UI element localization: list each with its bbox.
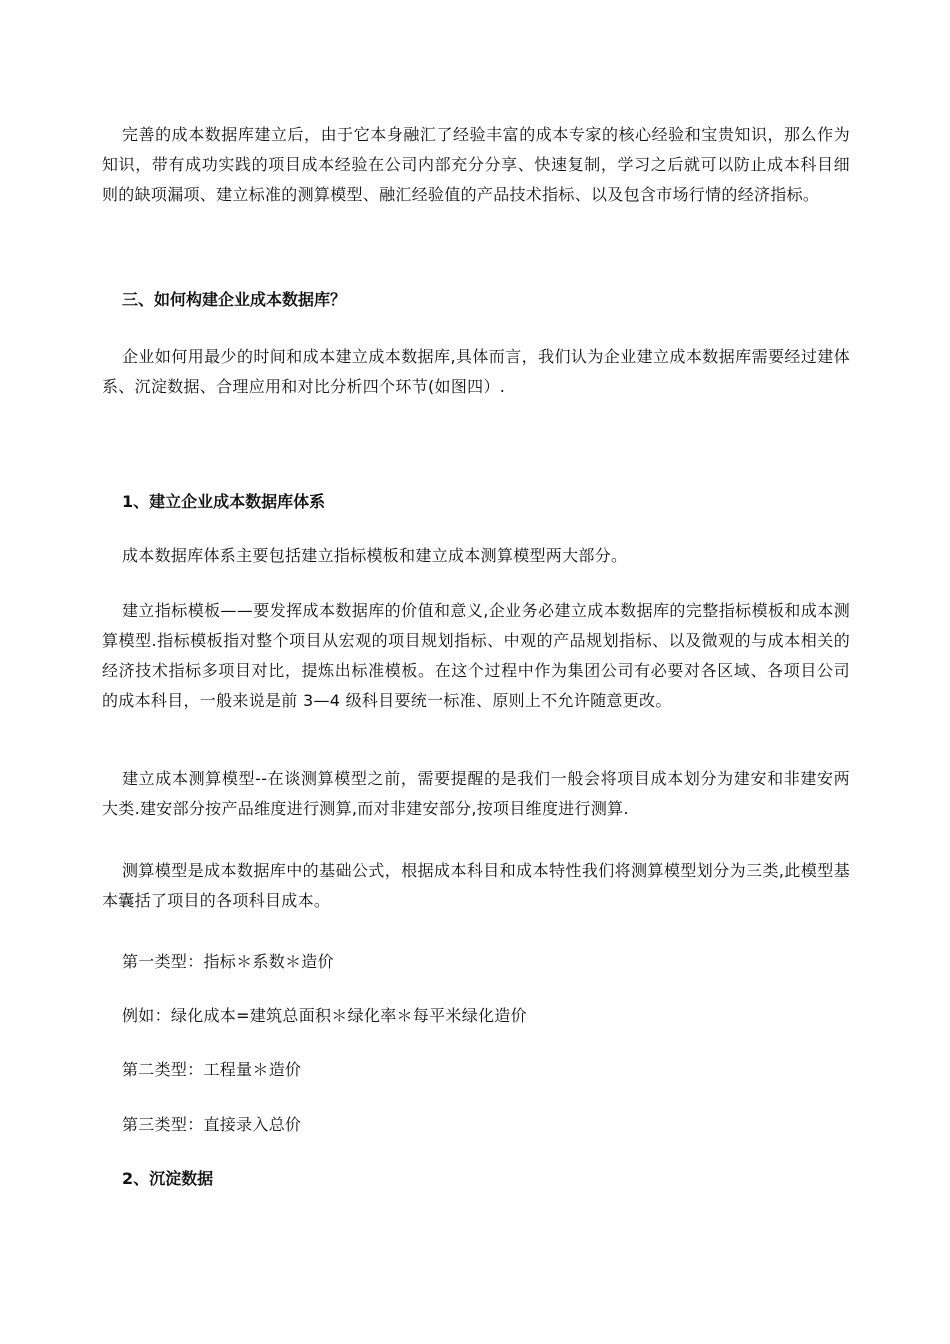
- paragraph-system-parts: 成本数据库体系主要包括建立指标模板和建立成本测算模型两大部分。: [122, 546, 628, 565]
- paragraph-knowledge-sharing: 完善的成本数据库建立后，由于它本身融汇了经验丰富的成本专家的核心经验和宝贵知识，那么作为知识，带有成功实践的项目成本经验在公司内部充分分享、快速复制，学习之后就可以防止成本科目细则的缺项漏项、建立标准的测算模型、融汇经验值的产品技术指标、以及包含市场行情的经济指标。: [102, 125, 850, 204]
- paragraph-cost-model: 建立成本测算模型--在谈测算模型之前，需要提醒的是我们一般会将项目成本划分为建安和非建安两大类.建安部分按产品维度进行测算,而对非建安部分,按项目维度进行测算.: [102, 769, 850, 818]
- model-type-3: 第三类型：直接录入总价: [122, 1115, 302, 1134]
- paragraph-indicator-template: 建立指标模板——要发挥成本数据库的价值和意义,企业务必建立成本数据库的完整指标模板和成本测算模型.指标模板指对整个项目从宏观的项目规划指标、中观的产品规划指标、以及微观的与成本相关的经济技术指标多项目对比，提炼出标准模板。在这个过程中作为集团公司有必要对各区域、各项目公司的成本科目，一般来说是前 3—4 级科目要统一标准、原则上不允许随意更改。: [102, 601, 850, 710]
- subheading-accumulate-data: 2、沉淀数据: [122, 1169, 214, 1188]
- paragraph-model-types: 测算模型是成本数据库中的基础公式，根据成本科目和成本特性我们将测算模型划分为三类,此模型基本囊括了项目的各项科目成本。: [102, 861, 850, 910]
- paragraph-four-steps: 企业如何用最少的时间和成本建立成本数据库,具体而言，我们认为企业建立成本数据库需要经过建体系、沉淀数据、合理应用和对比分析四个环节(如图四）.: [102, 347, 850, 396]
- section-heading-how-to-build: 三、如何构建企业成本数据库？: [122, 290, 347, 309]
- model-type-1: 第一类型：指标＊系数＊造价: [122, 952, 334, 971]
- model-example: 例如：绿化成本=建筑总面积＊绿化率＊每平米绿化造价: [122, 1006, 527, 1025]
- subheading-build-system: 1、建立企业成本数据库体系: [122, 492, 326, 511]
- model-type-2: 第二类型：工程量＊造价: [122, 1060, 302, 1079]
